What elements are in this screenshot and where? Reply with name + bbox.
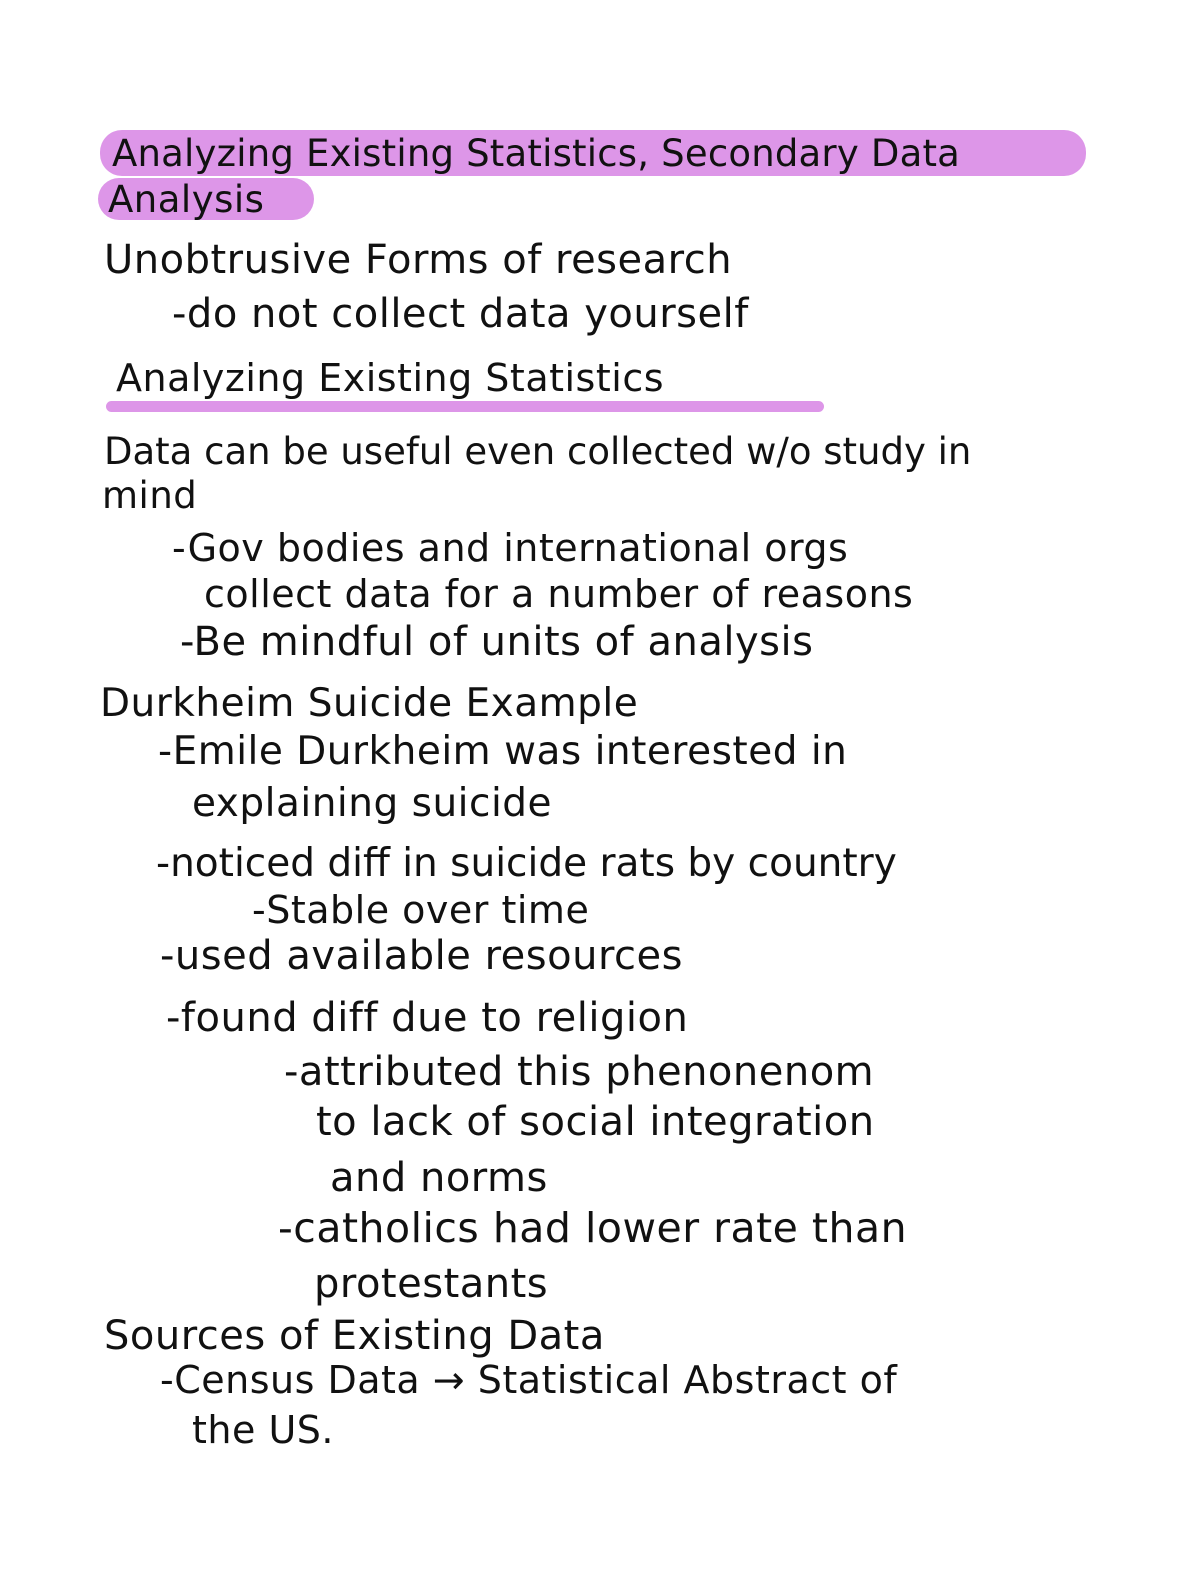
- section-heading: Analyzing Existing Statistics: [116, 356, 665, 400]
- found-line: -found diff due to religion: [166, 995, 689, 1041]
- attributed-line3: and norms: [330, 1155, 548, 1201]
- sources-heading: Sources of Existing Data: [104, 1313, 605, 1359]
- census-line2: the US.: [192, 1408, 334, 1452]
- gov-bodies-line2: collect data for a number of reasons: [204, 572, 914, 616]
- emile-line2: explaining suicide: [192, 781, 553, 826]
- used-line: -used available resources: [160, 933, 683, 979]
- unobtrusive-heading: Unobtrusive Forms of research: [104, 237, 733, 283]
- census-line1: -Census Data → Statistical Abstract of: [160, 1358, 898, 1402]
- data-useful-line2: mind: [102, 474, 198, 517]
- unobtrusive-point: -do not collect data yourself: [172, 291, 749, 337]
- noticed-line: -noticed diff in suicide rats by country: [156, 841, 897, 886]
- attributed-line2: to lack of social integration: [316, 1099, 875, 1145]
- note-title-line1: Analyzing Existing Statistics, Secondary Data: [112, 132, 961, 175]
- attributed-line1: -attributed this phenonenom: [284, 1049, 875, 1095]
- units-point: -Be mindful of units of analysis: [180, 619, 814, 665]
- stable-line: -Stable over time: [252, 888, 590, 932]
- section-heading-underline: [106, 401, 824, 412]
- note-title-line2: Analysis: [108, 178, 265, 221]
- gov-bodies-line1: -Gov bodies and international orgs: [172, 526, 849, 570]
- durkheim-heading: Durkheim Suicide Example: [100, 681, 639, 726]
- emile-line1: -Emile Durkheim was interested in: [158, 729, 848, 774]
- data-useful-line1: Data can be useful even collected w/o study in: [104, 430, 972, 473]
- catholics-line2: protestants: [314, 1261, 549, 1307]
- catholics-line1: -catholics had lower rate than: [278, 1204, 908, 1252]
